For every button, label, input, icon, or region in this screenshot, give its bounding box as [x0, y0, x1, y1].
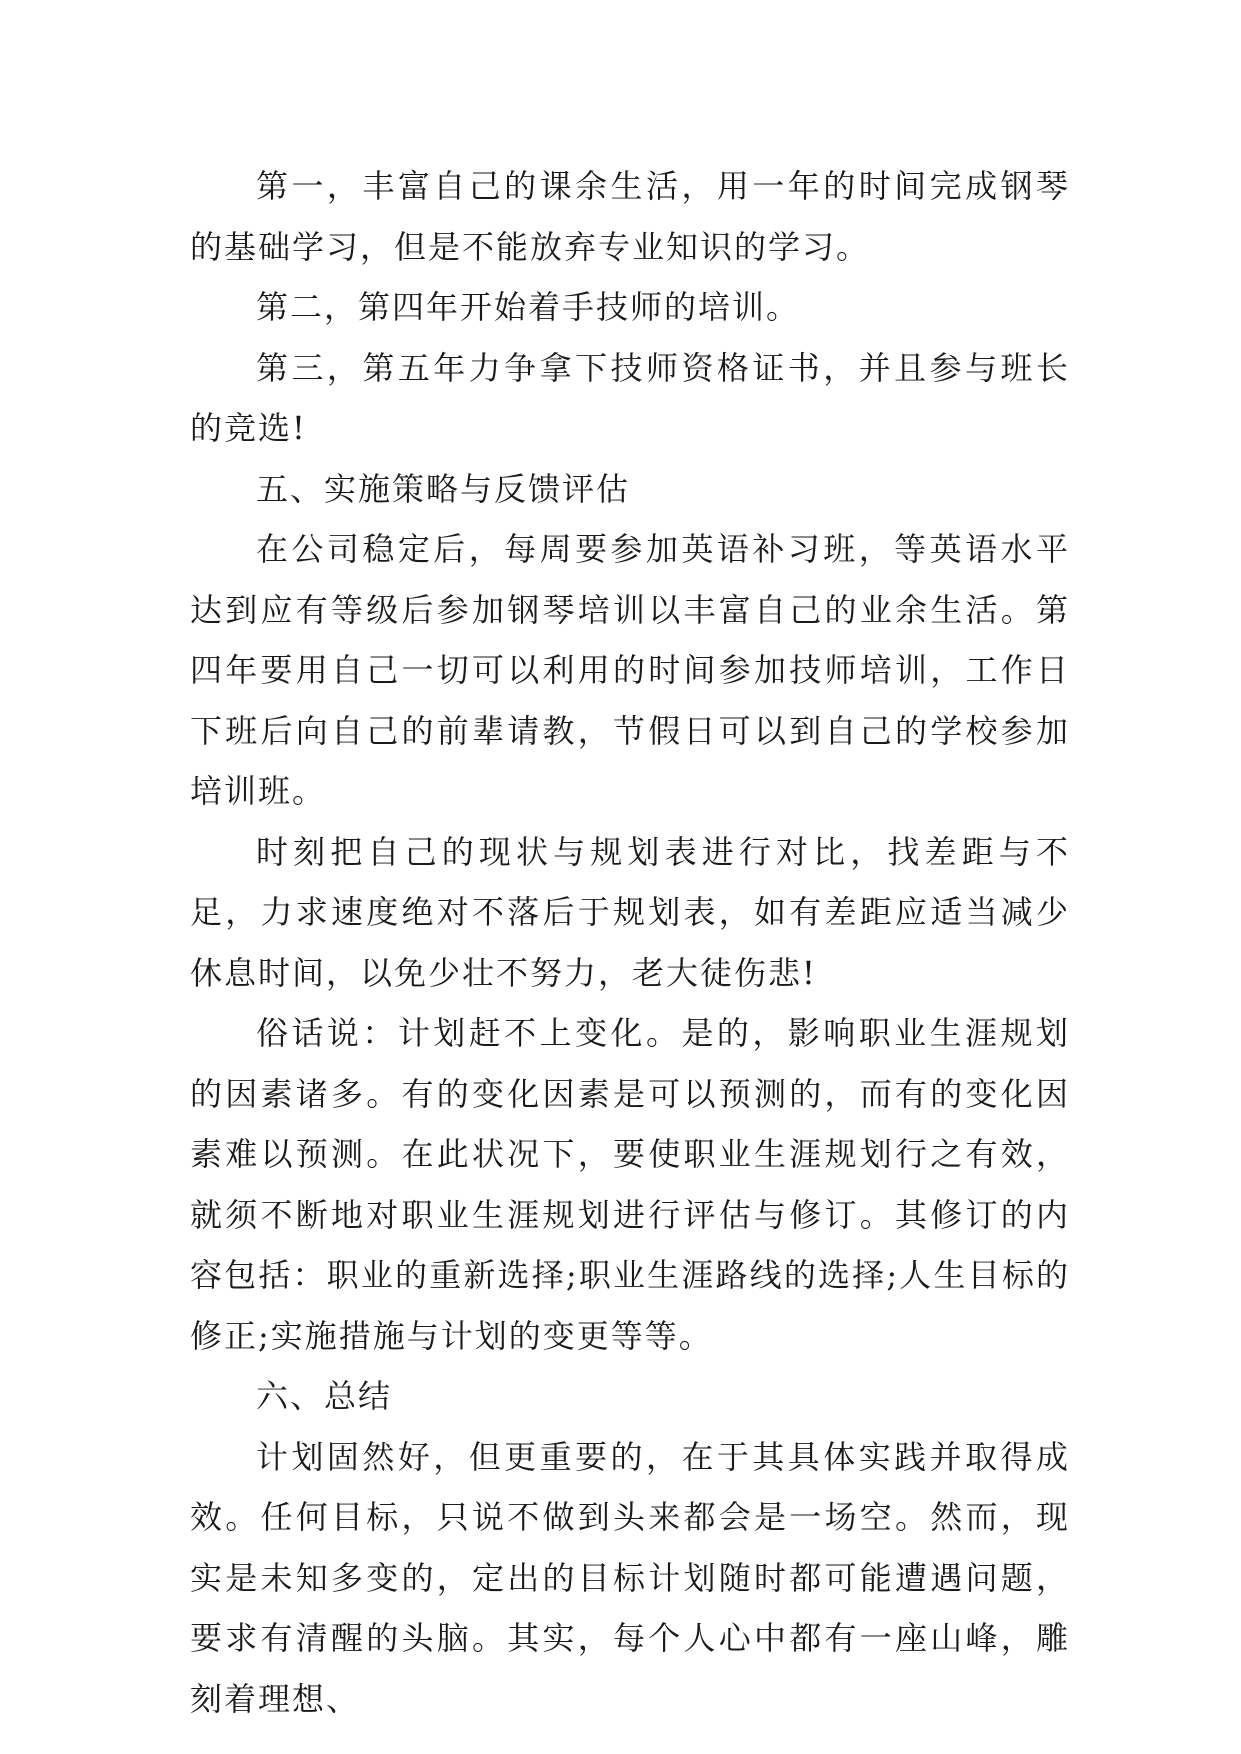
paragraph-implementation: 在公司稳定后，每周要参加英语补习班，等英语水平达到应有等级后参加钢琴培训以丰富自己的业余生活。第四年要用自己一切可以利用的时间参加技师培训，工作日下班后向自己的前辈请教，节假日可以到自己的学校参加培训班。 — [190, 530, 1070, 810]
paragraph-summary: 计划固然好，但更重要的，在于其具体实践并取得成效。任何目标，只说不做到头来都会是一场空。然而，现实是未知多变的，定出的目标计划随时都可能遭遇问题，要求有清醒的头脑。其实，每个人心中都有一座山峰，雕刻着理想、 — [190, 1437, 1070, 1718]
paragraph-evaluation: 俗话说：计划赶不上变化。是的，影响职业生涯规划的因素诸多。有的变化因素是可以预测的，而有的变化因素难以预测。在此状况下，要使职业生涯规划行之有效，就须不断地对职业生涯规划进行评估与修订。其修订的内容包括：职业的重新选择;职业生涯路线的选择;人生目标的修正;实施措施与计划的变更等等。 — [190, 1014, 1070, 1355]
document-body — [190, 156, 1070, 1729]
section-heading-summary: 六、总结 — [256, 1377, 393, 1415]
paragraph-goal-3: 第三，第五年力争拿下技师资格证书，并且参与班长的竞选! — [190, 348, 1070, 447]
section-heading-implementation: 五、实施策略与反馈评估 — [256, 469, 631, 508]
paragraph-goal-1: 第一，丰富自己的课余生活，用一年的时间完成钢琴的基础学习，但是不能放弃专业知识的学习。 — [190, 167, 1070, 266]
paragraph-goal-2: 第二，第四年开始着手技师的培训。 — [256, 288, 801, 326]
paragraph-comparison: 时刻把自己的现状与规划表进行对比，找差距与不足，力求速度绝对不落后于规划表，如有差距应适当减少休息时间，以免少壮不努力，老大徒伤悲! — [190, 832, 1070, 992]
